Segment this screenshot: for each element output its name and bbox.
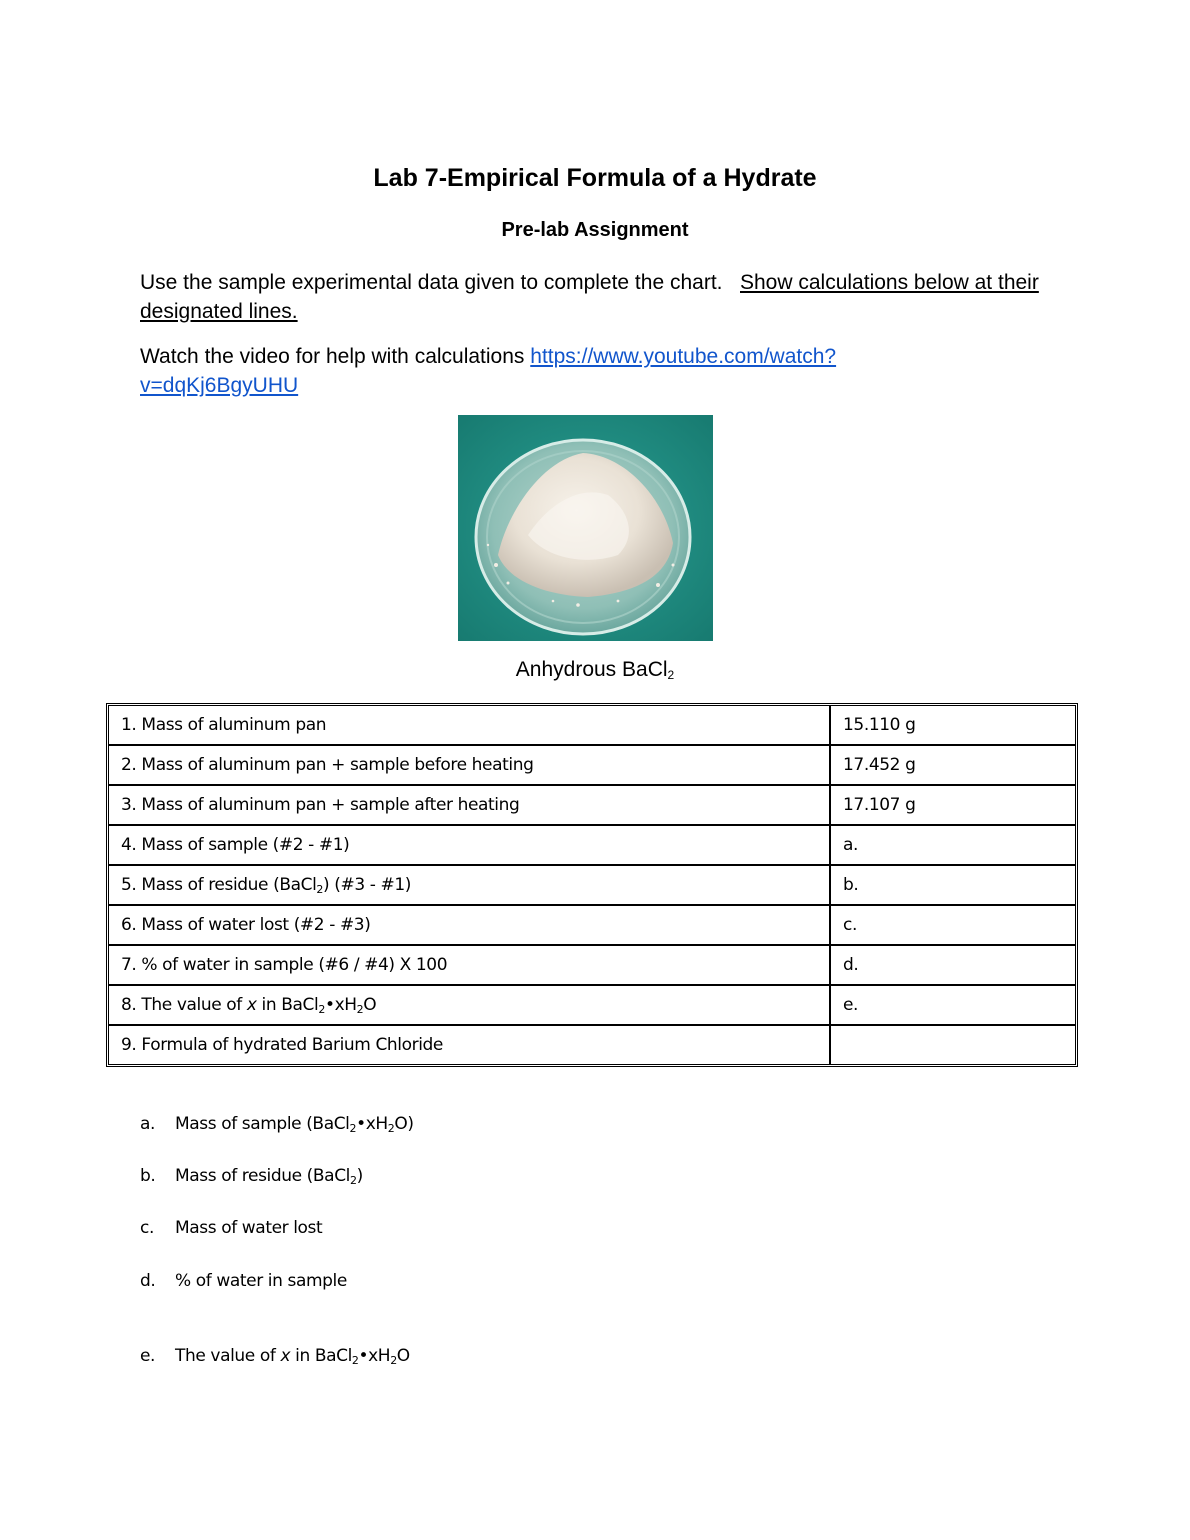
table-row bbox=[109, 905, 1075, 945]
row-value[interactable] bbox=[830, 1025, 1075, 1064]
calc-line-a: a. Mass of sample $(BaCl_2•xH_2O)$ bbox=[140, 1114, 414, 1135]
row-value[interactable]: a. bbox=[830, 825, 1075, 865]
video-text: Watch the video for help with calculations bbox=[140, 345, 525, 368]
table-row bbox=[109, 825, 1075, 865]
row-label: 5. Mass of residue (BaCl$_2$) (#3 - #1) bbox=[109, 865, 830, 905]
row-label: 1. Mass of aluminum pan bbox=[109, 706, 830, 745]
row-value[interactable]: e. bbox=[830, 985, 1075, 1025]
calc-line-e: e. The value of x in $BaCl_2•xH_2O$ bbox=[140, 1346, 410, 1367]
calc-line-c: c. Mass of water lost bbox=[140, 1218, 323, 1238]
row-label: 8. The value of x in $BaCl_2•xH_2O$ bbox=[109, 985, 830, 1025]
instructions bbox=[140, 268, 1040, 326]
video-paragraph bbox=[140, 342, 1040, 400]
table-row bbox=[109, 706, 1075, 745]
instructions-text: Use the sample experimental data given to complete the chart. bbox=[140, 271, 723, 294]
table-row bbox=[109, 865, 1075, 905]
row-value: 17.107 g bbox=[830, 785, 1075, 825]
instructions-underlined: Show calculations below at their designated lines. bbox=[140, 271, 1039, 323]
row-value[interactable]: c. bbox=[830, 905, 1075, 945]
page-title: Lab 7-Empirical Formula of a Hydrate bbox=[373, 164, 817, 192]
row-label: 3. Mass of aluminum pan + sample after heating bbox=[109, 785, 830, 825]
table-row bbox=[109, 745, 1075, 785]
table-row bbox=[109, 945, 1075, 985]
row-value: 17.452 g bbox=[830, 745, 1075, 785]
row-value[interactable]: d. bbox=[830, 945, 1075, 985]
calc-line-b: b. Mass of residue (BaCl$_2$) bbox=[140, 1166, 363, 1187]
row-label: 7. % of water in sample (#6 / #4) X 100 bbox=[109, 945, 830, 985]
calc-line-d: d. % of water in sample bbox=[140, 1271, 347, 1291]
row-label: 4. Mass of sample (#2 - #1) bbox=[109, 825, 830, 865]
data-table bbox=[106, 703, 1078, 1067]
anhydrous-bacl2-photo bbox=[458, 415, 713, 641]
row-label: 6. Mass of water lost (#2 - #3) bbox=[109, 905, 830, 945]
row-label: 9. Formula of hydrated Barium Chloride bbox=[109, 1025, 830, 1064]
video-link[interactable]: https://www.youtube.com/watch? v=dqKj6BgyUHU bbox=[140, 345, 837, 397]
row-value[interactable]: b. bbox=[830, 865, 1075, 905]
page-subtitle: Pre-lab Assignment bbox=[501, 219, 689, 241]
row-value: 15.110 g bbox=[830, 706, 1075, 745]
table-row bbox=[109, 1025, 1075, 1064]
table-row bbox=[109, 985, 1075, 1025]
image-caption: Anhydrous BaCl$_2$ bbox=[515, 658, 675, 682]
table-row bbox=[109, 785, 1075, 825]
row-label: 2. Mass of aluminum pan + sample before heating bbox=[109, 745, 830, 785]
